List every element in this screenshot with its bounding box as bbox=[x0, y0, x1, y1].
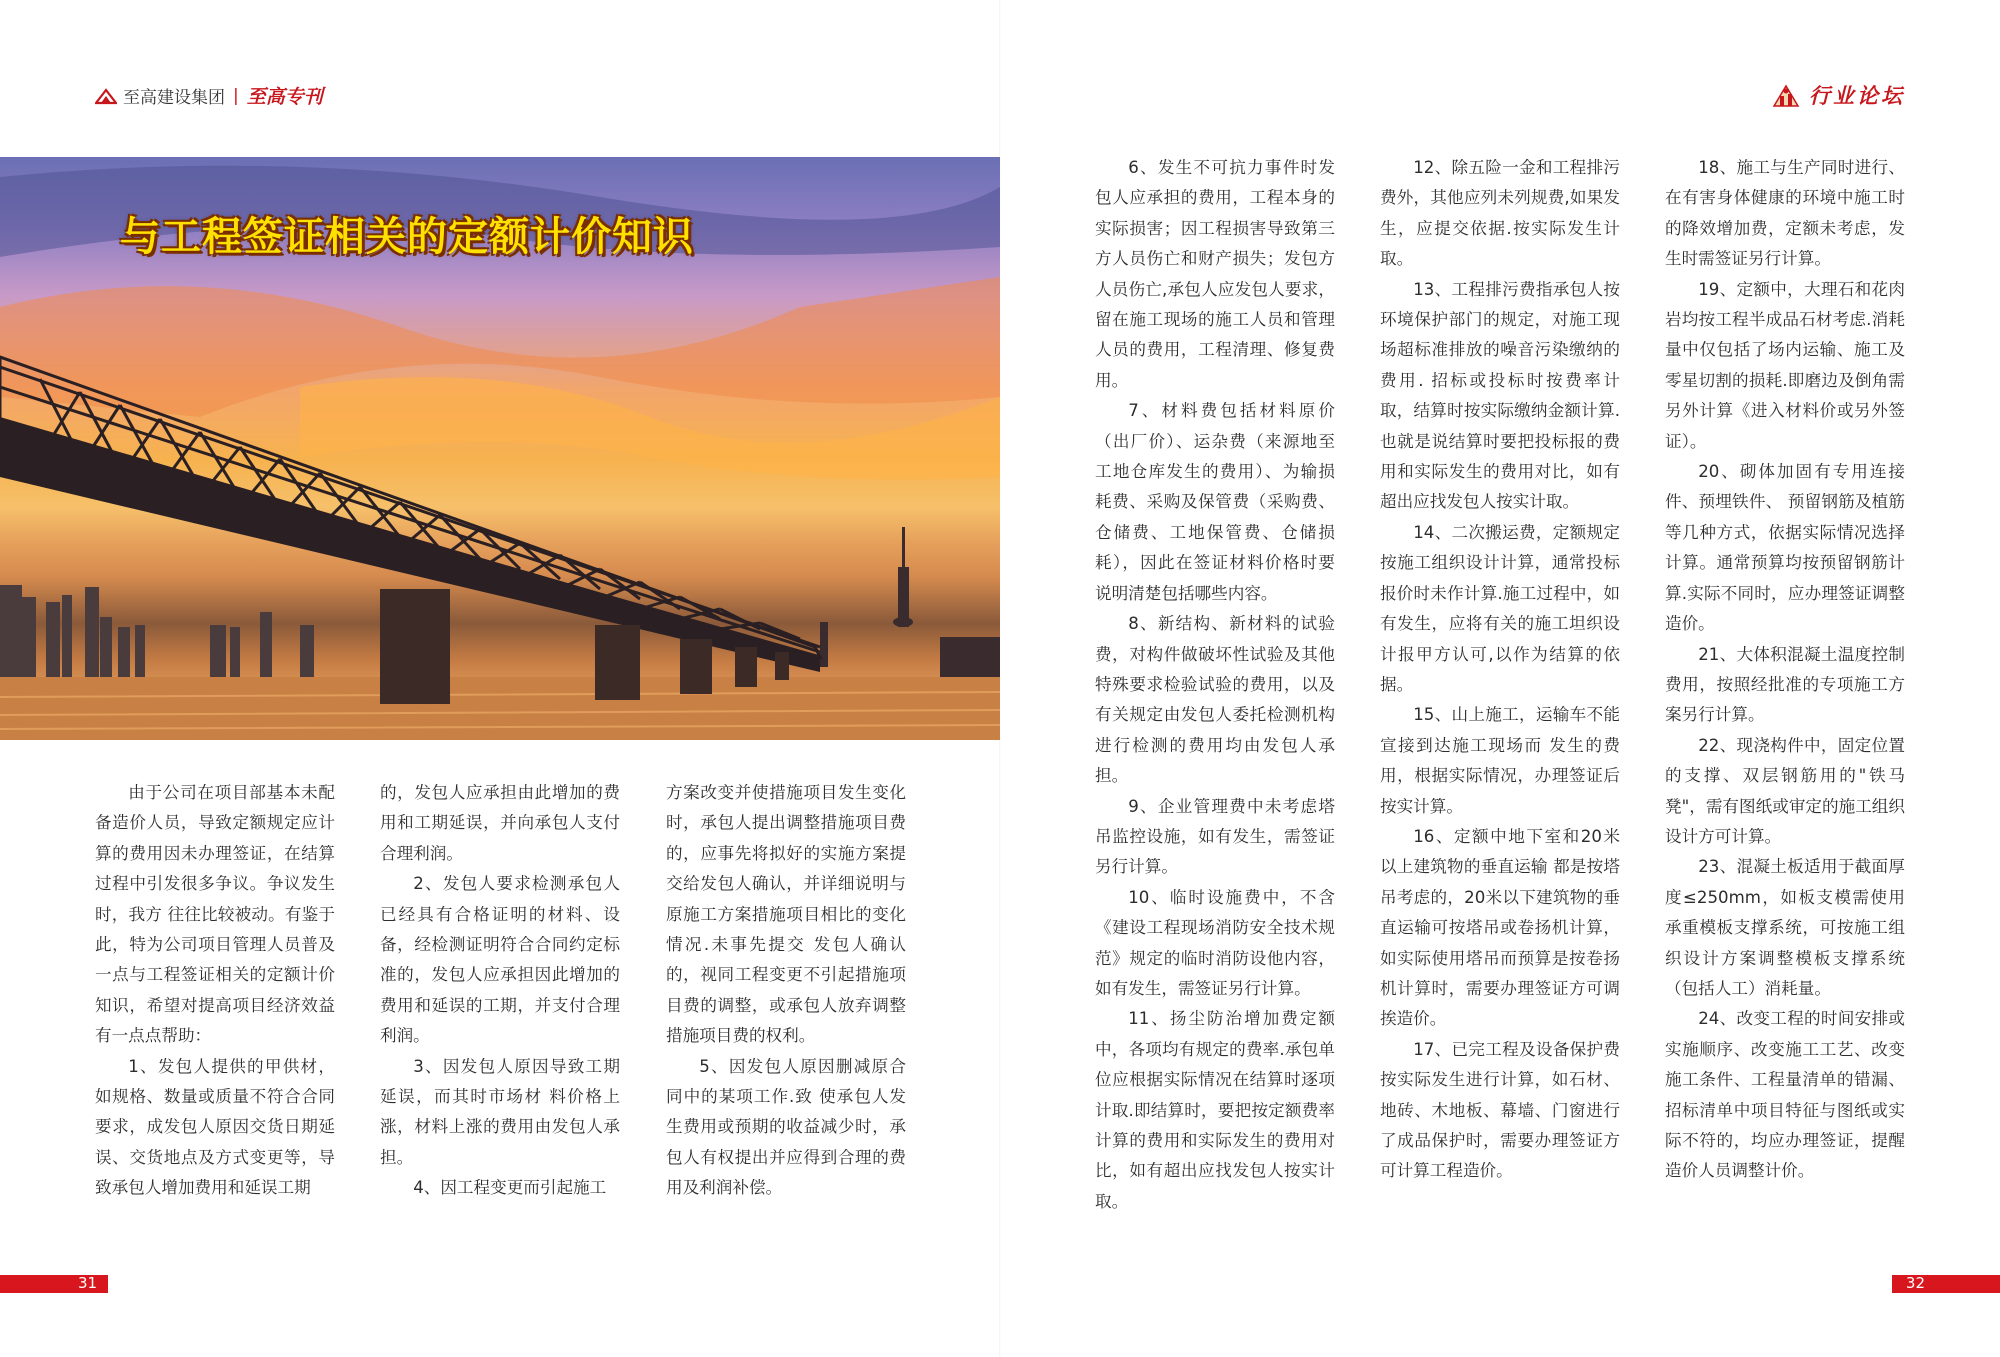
text-column-3 bbox=[666, 778, 906, 1204]
paragraph-item-12: 12、除五险一金和工程排污费外，其他应列未列规费,如果发生，应提交依据.按实际发生计取。 bbox=[1380, 158, 1620, 269]
paragraph-item-23: 23、混凝土板适用于截面厚度≤250mm，如板支模需使用承重模板支撑系统，可按施工组织设计方案调整模板支撑系统（包括人工）消耗量。 bbox=[1665, 857, 1905, 998]
paragraph-item-2: 2、发包人要求检测承包人已经具有合格证明的材料、设备，经检测证明符合合同约定标准的，发包人应承担因此增加的费用和延误的工期，并支付合理利润。 bbox=[380, 874, 620, 1046]
paragraph-item-15: 15、山上施工，运输车不能宣接到达施工现场而 发生的费用，根据实际情况，办理签证后按实计算。 bbox=[1380, 705, 1620, 816]
header-separator: | bbox=[233, 85, 239, 106]
paragraph-item-5: 5、因发包人原因删减原合同中的某项工作.致 使承包人发生费用或预期的收益减少时，承包人有权提出并应得到合理的费用及利润补偿。 bbox=[666, 1056, 906, 1198]
paragraph-item-11: 11、扬尘防治增加费定额中，各项均有规定的费率.承包单位应根据实际情况在结算时逐项计取.即结算时，要把按定额费率计算的费用和实际发生的费用对比，如有超出应找发包人按实计取。 bbox=[1095, 1009, 1335, 1211]
paragraph-item-24: 24、改变工程的时间安排或实施顺序、改变施工工艺、改变施工条件、工程量清单的错漏、招标清单中项目特征与图纸或实际不符的，均应办理签证，提醒造价人员调整计价。 bbox=[1665, 1009, 1905, 1181]
paragraph-item-1: 1、发包人提供的甲供材，如规格、数量或质量不符合合同要求，成发包人原因交货日期延误、交货地点及方式变更等，导致承包人增加费用和延误工期 bbox=[95, 1056, 335, 1198]
company-logo-icon bbox=[95, 87, 117, 105]
paragraph-item-3: 3、因发包人原因导致工期延误，而其时市场材 料价格上涨，材料上涨的费用由发包人承担。 bbox=[380, 1056, 620, 1167]
paragraph-item-8: 8、新结构、新材料的试验费，对构件做破坏性试验及其他特殊要求检验试验的费用，以及有关规定由发包人委托检测机构进行检测的费用均由发包人承担。 bbox=[1095, 614, 1335, 786]
text-column-5 bbox=[1380, 153, 1620, 1187]
paragraph-item-1-continued: 的，发包人应承担由此增加的费用和工期延误，并向承包人支付合理利润。 bbox=[380, 783, 620, 863]
paragraph-item-10: 10、临时设施费中，不含《建设工程现场消防安全技术规范》规定的临时消防设他内容，如有发生，需签证另行计算。 bbox=[1095, 887, 1335, 998]
page-number-left: 31 bbox=[78, 1274, 98, 1292]
paragraph-item-7: 7、材料费包括材料原价（出厂价）、运杂费（来源地至工地仓库发生的费用）、为输损耗费、采购及保管费（采购费、仓储费、工地保管费、仓储损耗），因此在签证材料价格时要说明清楚包括哪些内容。 bbox=[1095, 401, 1335, 603]
paragraph-item-22: 22、现浇构件中，固定位置的支撑、双层钢筋用的"铁马凳"，需有图纸或审定的施工组织设计方可计算。 bbox=[1665, 735, 1905, 846]
paragraph-item-18: 18、施工与生产同时进行、在有害身体健康的环境中施工时的降效增加费，定额未考虑，发生时需签证另行计算。 bbox=[1665, 158, 1905, 269]
paragraph-item-20: 20、砌体加固有专用连接件、预埋铁件、 预留钢筋及植筋等几种方式，依据实际情况选择计算。通常预算均按预留钢筋计算.实际不同时，应办理签证调整造价。 bbox=[1665, 462, 1905, 634]
text-column-1 bbox=[95, 778, 335, 1204]
paragraph-item-9: 9、企业管理费中未考虑塔吊监控设施，如有发生，需签证另行计算。 bbox=[1095, 796, 1335, 877]
paragraph-item-16: 16、定额中地下室和20米以上建筑物的垂直运输 都是按塔吊考虑的，20米以下建筑物的垂直运输可按塔吊或卷扬机计算，如实际使用塔吊而预算是按卷扬机计算时，需要办理签证方可调挨造价。 bbox=[1380, 826, 1620, 1029]
journal-name: 至高专刊 bbox=[246, 86, 323, 108]
paragraph-item-17: 17、已完工程及设备保护费按实际发生进行计算，如石材、地砖、木地板、幕墙、门窗进行了成品保护时，需要办理签证方可计算工程造价。 bbox=[1380, 1039, 1620, 1181]
paragraph-item-4-continued: 方案改变并使措施项目发生变化时，承包人提出调整措施项目费的，应事先将拟好的实施方案提交给发包人确认，并详细说明与原施工方案措施项目相比的变化情况.未事先提交 发包人确认的，视同工程变更不引起措施项目费的调整，或承包人放弃调整措施项目费的权利。 bbox=[666, 783, 906, 1046]
right-page-header bbox=[1771, 80, 1905, 110]
paragraph-item-21: 21、大体积混凝土温度控制费用，按照经批准的专项施工方案另行计算。 bbox=[1665, 644, 1905, 725]
paragraph-item-19: 19、定额中，大理石和花肉岩均按工程半成品石材考虑.消耗量中仅包括了场内运输、施工及零星切割的损耗.即磨边及倒角需另外计算《进入材料价或另外签证）。 bbox=[1665, 279, 1905, 451]
paragraph-item-6: 6、发生不可抗力事件时发包人应承担的费用，工程本身的实际损害；因工程损害导致第三方人员伤亡和财产损失；发包方人员伤亡,承包人应发包人要求，留在施工现场的施工人员和管理人员的费用，工程清理、修复费用。 bbox=[1095, 158, 1335, 390]
company-name: 至高建设集团 bbox=[123, 88, 225, 108]
paragraph-item-13: 13、工程排污费指承包人按环境保护部门的规定，对施工现场超标准排放的噪音污染缴纳的费用. 招标或投标时按费率计取，结算时按实际缴纳金额计算.也就是说结算时要把投标报的费用和实际发生的费用对比，如有超出应找发包人按实计取。 bbox=[1380, 279, 1620, 512]
text-column-4 bbox=[1095, 153, 1335, 1217]
paragraph-item-14: 14、二次搬运费，定额规定按施工组织设计计算，通常投标报价时未作计算.施工过程中，如有发生，应将有关的施工坦织设计报甲方认可,以作为结算的依据。 bbox=[1380, 522, 1620, 694]
article-title: 与工程签证相关的定额计价知识 bbox=[120, 214, 694, 260]
paragraph-item-4: 4、因工程变更而引起施工 bbox=[413, 1178, 607, 1198]
left-page-header bbox=[95, 82, 323, 109]
section-name: 行业论坛 bbox=[1809, 83, 1905, 108]
text-column-6 bbox=[1665, 153, 1905, 1187]
paragraph-intro: 由于公司在项目部基本未配备造价人员，导致定额规定应计算的费用因未办理签证，在结算过程中引发很多争议。争议发生时，我方 往往比较被动。有鉴于此，特为公司项目管理人员普及一点与工程签证相关的定额计价知识，希望对提高项目经济效益有一点点帮助： bbox=[95, 783, 335, 1046]
section-emblem-icon bbox=[1771, 82, 1801, 108]
hero-photo bbox=[0, 157, 1000, 740]
page-number-right: 32 bbox=[1905, 1274, 1925, 1292]
text-column-2 bbox=[380, 778, 620, 1204]
